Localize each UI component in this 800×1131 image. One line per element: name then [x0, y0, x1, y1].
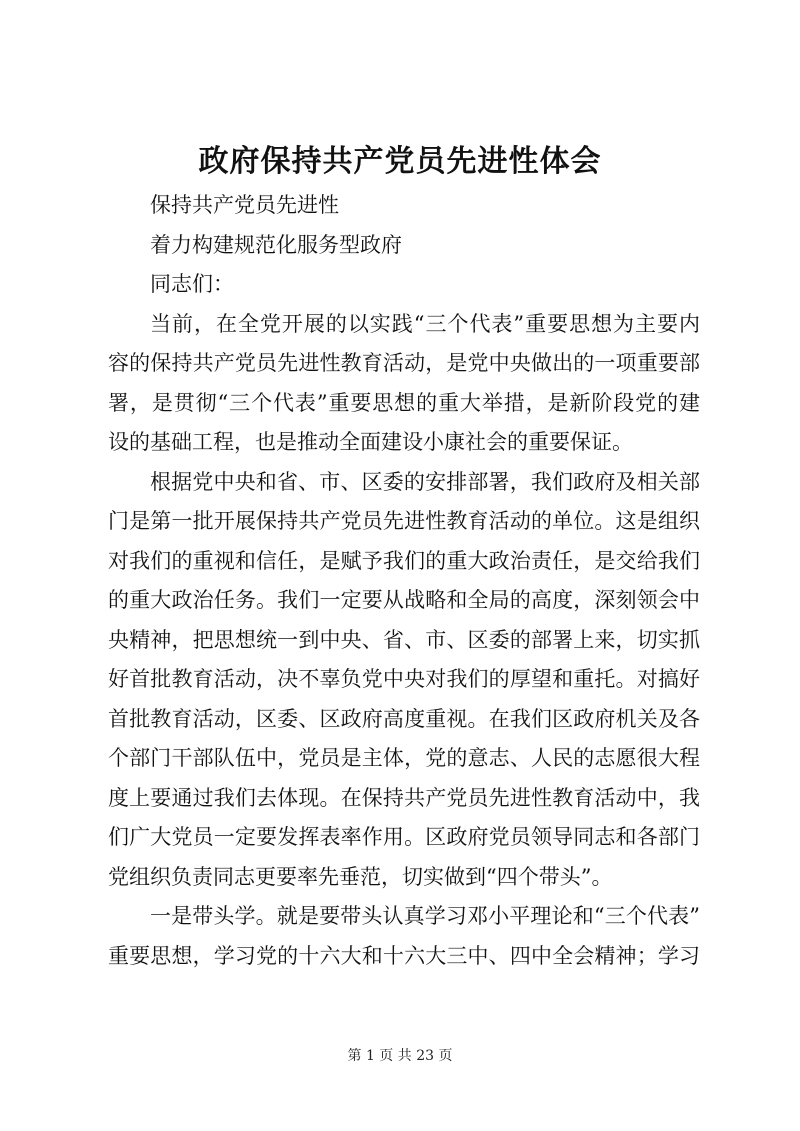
- text-line: 设的基础工程，也是推动全面建设小康社会的重要保证。: [108, 430, 633, 454]
- text-line: 着力构建规范化服务型政府: [150, 232, 402, 257]
- text-line: 好首批教育活动，决不辜负党中央对我们的厚望和重托。对搞好: [108, 667, 700, 691]
- text-line: 根据党中央和省、市、区委的安排部署，我们政府及相关部: [150, 469, 700, 494]
- text-line: 度上要通过我们去体现。在保持共产党员先进性教育活动中，我: [108, 785, 700, 810]
- text-line: 重要思想，学习党的十六大和十六大三中、四中全会精神；学习: [108, 943, 700, 968]
- text-line: 首批教育活动，区委、区政府高度重视。在我们区政府机关及各: [108, 706, 700, 731]
- text-line: 保持共产党员先进性: [150, 193, 339, 217]
- text-line: 的重大政治任务。我们一定要从战略和全局的高度，深刻领会中: [108, 588, 700, 612]
- text-line: 门是第一批开展保持共产党员先进性教育活动的单位。这是组织: [108, 509, 700, 533]
- text-line: 一是带头学。就是要带头认真学习邓小平理论和“三个代表”: [150, 904, 700, 928]
- text-line: 们广大党员一定要发挥表率作用。区政府党员领导同志和各部门: [108, 825, 700, 849]
- text-line: 署，是贯彻“三个代表”重要思想的重大举措，是新阶段党的建: [108, 390, 700, 415]
- text-line: 对我们的重视和信任，是赋予我们的重大政治责任，是交给我们: [108, 548, 700, 573]
- text-line: 党组织负责同志更要率先垂范，切实做到“四个带头”。: [108, 864, 613, 889]
- text-line: 个部门干部队伍中，党员是主体，党的意志、人民的志愿很大程: [108, 746, 700, 770]
- text-line: 容的保持共产党员先进性教育活动，是党中央做出的一项重要部: [108, 351, 700, 375]
- text-line: 当前，在全党开展的以实践“三个代表”重要思想为主要内: [150, 311, 700, 336]
- page-number-footer: 第 1 页 共 23 页: [347, 1048, 453, 1064]
- document-body: [108, 186, 700, 976]
- document-title: 政府保持共产党员先进性体会: [198, 144, 602, 179]
- text-line: 央精神，把思想统一到中央、省、市、区委的部署上来，切实抓: [108, 627, 700, 652]
- text-line: 同志们：: [150, 272, 234, 296]
